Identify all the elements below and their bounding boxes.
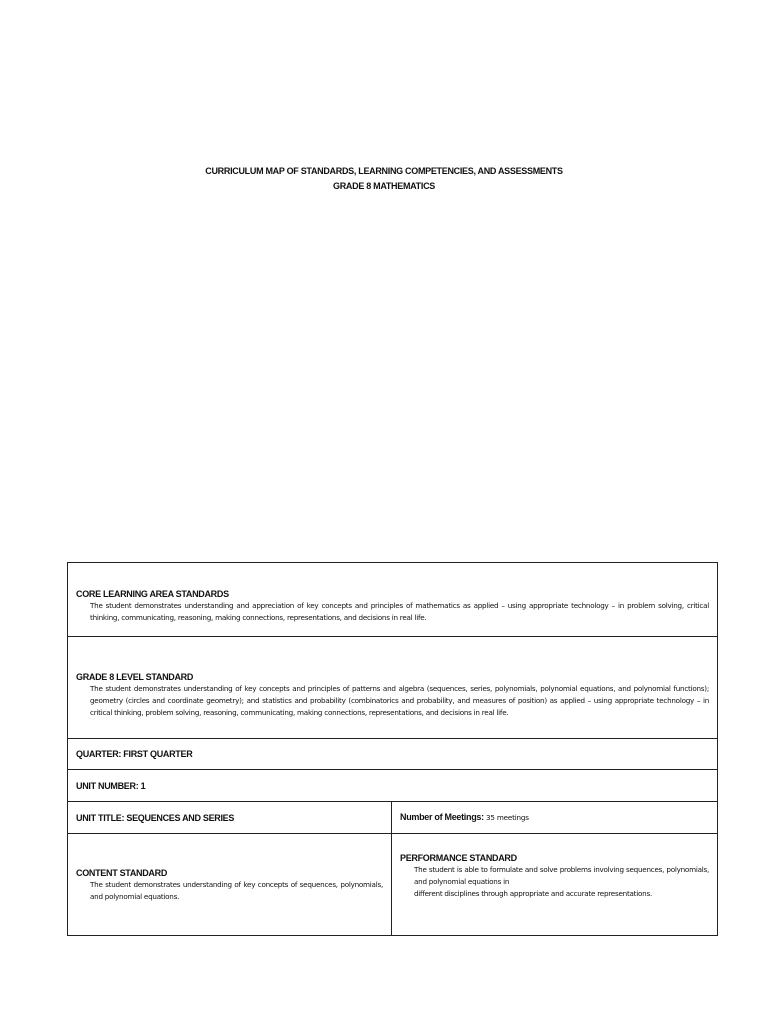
unit-title-label: UNIT TITLE: SEQUENCES AND SERIES bbox=[76, 812, 235, 823]
quarter-label: QUARTER: FIRST QUARTER bbox=[76, 749, 193, 759]
unit-number-label: UNIT NUMBER: 1 bbox=[76, 780, 146, 791]
performance-standard-text-1: The student is able to formulate and solve problems involving sequences, polynomials, and polynomial equations in bbox=[414, 864, 710, 886]
standards-row bbox=[68, 834, 718, 936]
core-standards-text: The student demonstrates understanding and appreciation of key concepts and principles of mathematics as applied – using appropriate technology – in problem solving, critical thinking, communicating, reasoning, making connections, representations, and decisions in real life. bbox=[90, 600, 710, 622]
level-standard-text: The student demonstrates understanding of key concepts and principles of patterns and algebra (sequences, series, polynomials, polynomial equations, and polynomial functions); geometry (circles and coordinate geometry); and statistics and probability (combinatorics and probability, and measures of position) as applied – using appropriate technology – in critical thinking, problem solving, reasoning, communicating, making connections, representations, and decisions in real life. bbox=[90, 683, 710, 717]
content-standard-text: The student demonstrates understanding of key concepts of sequences, polynomials, and polynomial equations. bbox=[90, 879, 383, 901]
meetings-cell bbox=[392, 802, 718, 834]
level-standard-row bbox=[68, 637, 718, 739]
meetings-value: 35 meetings bbox=[486, 813, 529, 822]
unit-title-row bbox=[68, 802, 718, 834]
meetings-label-text: Number of Meetings: bbox=[400, 812, 484, 822]
unit-title-cell bbox=[68, 802, 392, 834]
quarter-row bbox=[68, 739, 718, 770]
curriculum-map-table bbox=[67, 562, 718, 936]
core-standards-row bbox=[68, 563, 718, 637]
performance-standard-cell bbox=[392, 834, 718, 936]
level-standard-cell bbox=[68, 637, 718, 739]
meetings-label bbox=[400, 811, 709, 824]
quarter-cell bbox=[68, 739, 718, 770]
document-header bbox=[0, 164, 768, 194]
document-title: CURRICULUM MAP OF STANDARDS, LEARNING COMPETENCIES, AND ASSESSMENTS bbox=[205, 166, 563, 176]
performance-standard-label: PERFORMANCE STANDARD bbox=[400, 852, 517, 863]
unit-number-cell bbox=[68, 770, 718, 802]
document-subtitle: GRADE 8 MATHEMATICS bbox=[333, 181, 435, 191]
core-standards-cell bbox=[68, 563, 718, 637]
unit-number-row bbox=[68, 770, 718, 802]
core-standards-label: CORE LEARNING AREA STANDARDS bbox=[76, 588, 229, 599]
level-standard-label: GRADE 8 LEVEL STANDARD bbox=[76, 671, 194, 682]
performance-standard-text-2: different disciplines through appropriate and accurate representations. bbox=[414, 888, 652, 898]
content-standard-cell bbox=[68, 834, 392, 936]
content-standard-label: CONTENT STANDARD bbox=[76, 867, 168, 878]
